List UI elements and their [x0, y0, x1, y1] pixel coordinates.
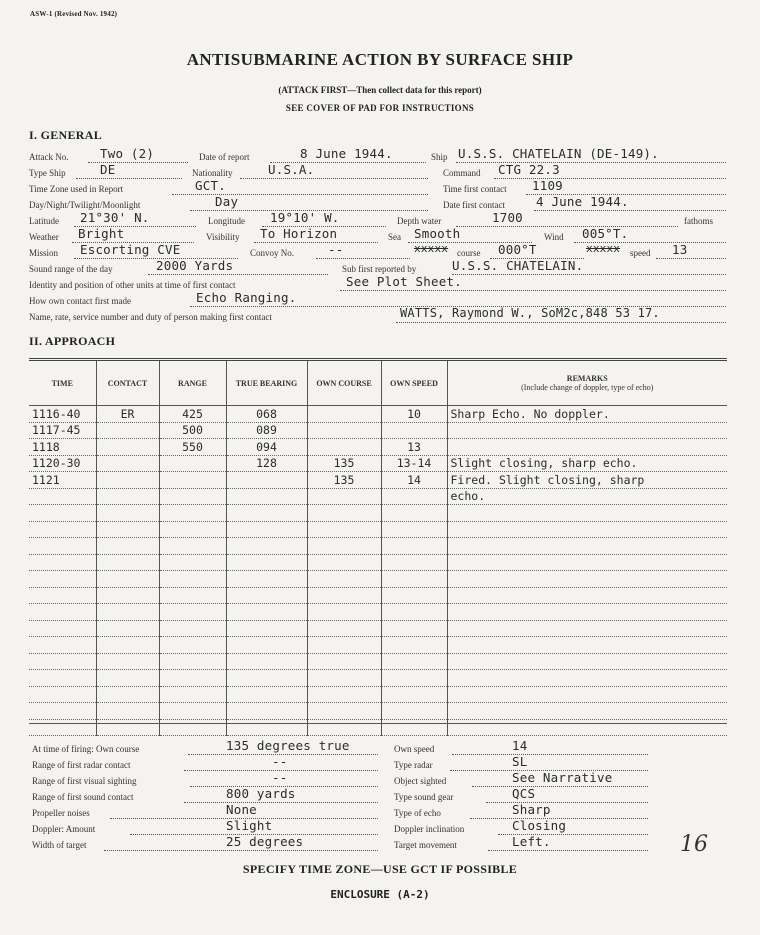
cell-true-bearing: [226, 505, 307, 522]
cell-time: [29, 653, 96, 670]
approach-table-bottom-rule: [29, 723, 727, 724]
cell-own-course: [307, 620, 381, 637]
cell-own-speed: 13: [381, 439, 447, 456]
cell-remarks: [447, 637, 727, 654]
cell-own-speed: [381, 604, 447, 621]
cell-own-course: [307, 686, 381, 703]
cell-range: [159, 571, 226, 588]
cell-range: [159, 505, 226, 522]
cell-contact: [96, 455, 159, 472]
cell-remarks: [447, 571, 727, 588]
cell-remarks: [447, 422, 727, 439]
cell-remarks: [447, 538, 727, 555]
course-value: 000°T: [498, 242, 537, 257]
col-header-remarks: [447, 360, 727, 406]
cell-own-speed: 14: [381, 472, 447, 489]
approach-table-body: [29, 406, 727, 736]
cell-range: [159, 554, 226, 571]
day-night-label: Day/Night/Twilight/Moonlight: [29, 200, 141, 210]
ship-value: U.S.S. CHATELAIN (DE-149).: [458, 146, 659, 161]
sound-gear-value: QCS: [512, 786, 536, 801]
cell-range: [159, 686, 226, 703]
course-label: course: [457, 248, 481, 258]
cell-remarks: [447, 521, 727, 538]
form-title: ANTISUBMARINE ACTION BY SURFACE SHIP: [186, 50, 574, 69]
cell-own-course: [307, 521, 381, 538]
cell-contact: [96, 686, 159, 703]
nationality-value: U.S.A.: [268, 162, 315, 177]
cell-contact: [96, 439, 159, 456]
cell-own-speed: [381, 620, 447, 637]
sound-range-label: Sound range of the day: [29, 264, 113, 274]
cell-range: [159, 653, 226, 670]
section-general-heading: I. GENERAL: [29, 128, 103, 142]
cell-remarks: [447, 439, 727, 456]
sound-gear-line: [486, 802, 648, 803]
cell-time: [29, 505, 96, 522]
table-row: [29, 571, 727, 588]
cell-own-speed: [381, 488, 447, 505]
identity-units-value: See Plot Sheet.: [346, 274, 462, 289]
cell-own-course: [307, 422, 381, 439]
cell-range: [159, 620, 226, 637]
approach-table: [29, 358, 727, 736]
cell-own-speed: [381, 538, 447, 555]
cell-time: [29, 488, 96, 505]
cell-contact: [96, 472, 159, 489]
cell-time: [29, 703, 96, 720]
width-target-label: Width of target: [32, 840, 87, 850]
cell-own-course: [307, 703, 381, 720]
time-zone-label: Time Zone used in Report: [29, 184, 124, 194]
table-row: [29, 439, 727, 456]
wind-value: 005°T.: [582, 226, 629, 241]
cell-time: [29, 521, 96, 538]
identity-units-label: Identity and position of other units at time of first contact: [29, 280, 236, 290]
ship-label: Ship: [431, 152, 448, 162]
table-row: [29, 604, 727, 621]
cell-own-course: [307, 587, 381, 604]
target-movement-label: Target movement: [394, 840, 457, 850]
cell-contact: [96, 587, 159, 604]
cell-true-bearing: 094: [226, 439, 307, 456]
range-sound-line: [184, 802, 378, 803]
wind-label: Wind: [544, 232, 564, 242]
cell-remarks: [447, 587, 727, 604]
col-header-own-course: OWN COURSE: [307, 360, 381, 406]
cell-time: 1117-45: [29, 422, 96, 439]
cell-contact: [96, 703, 159, 720]
cell-contact: [96, 604, 159, 621]
cell-contact: [96, 488, 159, 505]
cell-remarks: [447, 653, 727, 670]
how-contact-label: How own contact first made: [29, 296, 131, 306]
range-radar-label: Range of first radar contact: [32, 760, 131, 770]
convoy-label: Convoy No.: [250, 248, 295, 258]
cell-true-bearing: [226, 488, 307, 505]
propeller-value: None: [226, 802, 257, 817]
speed-value: 13: [672, 242, 688, 257]
depth-water-line: [456, 226, 678, 227]
command-value: CTG 22.3: [498, 162, 560, 177]
date-first-contact-value: 4 June 1944.: [536, 194, 629, 209]
time-first-contact-label: Time first contact: [443, 184, 507, 194]
cell-own-course: [307, 637, 381, 654]
cell-remarks: Fired. Slight closing, sharp: [447, 472, 727, 489]
longitude-label: Longitude: [208, 216, 245, 226]
table-row: [29, 703, 727, 720]
form-id: ASW-1 (Revised Nov. 1942): [30, 10, 118, 18]
nationality-label: Nationality: [192, 168, 233, 178]
longitude-value: 19°10' W.: [270, 210, 340, 225]
form-subtitle-attack-first: (ATTACK FIRST—Then collect data for this report): [278, 85, 482, 95]
cell-true-bearing: [226, 637, 307, 654]
footer-time-zone-note: SPECIFY TIME ZONE—USE GCT IF POSSIBLE: [242, 862, 518, 876]
table-row: [29, 670, 727, 687]
cell-own-course: [307, 554, 381, 571]
cell-time: [29, 620, 96, 637]
cell-own-speed: [381, 505, 447, 522]
time-zone-value: GCT.: [195, 178, 226, 193]
course-struck-text: xxxxx: [414, 242, 449, 255]
cell-time: [29, 670, 96, 687]
cell-own-speed: [381, 554, 447, 571]
cell-true-bearing: [226, 719, 307, 736]
col-header-remarks-title: REMARKS: [566, 374, 608, 383]
sea-value: Smooth: [414, 226, 461, 241]
cell-remarks: Sharp Echo. No doppler.: [447, 406, 727, 423]
cell-range: 500: [159, 422, 226, 439]
type-radar-label: Type radar: [394, 760, 433, 770]
cell-contact: [96, 653, 159, 670]
table-row: [29, 422, 727, 439]
date-first-contact-label: Date first contact: [443, 200, 505, 210]
table-row: [29, 521, 727, 538]
cell-own-speed: [381, 686, 447, 703]
cell-contact: [96, 538, 159, 555]
visibility-value: To Horizon: [260, 226, 338, 241]
own-speed-value: 14: [512, 738, 528, 753]
own-course-label: At time of firing: Own course: [32, 744, 140, 754]
cell-remarks: [447, 505, 727, 522]
cell-range: [159, 719, 226, 736]
cell-own-speed: 13-14: [381, 455, 447, 472]
approach-table-header: [29, 360, 727, 406]
cell-true-bearing: [226, 571, 307, 588]
object-sighted-label: Object sighted: [394, 776, 447, 786]
cell-time: [29, 604, 96, 621]
cell-time: [29, 637, 96, 654]
cell-own-course: [307, 538, 381, 555]
cell-range: [159, 703, 226, 720]
table-row: [29, 488, 727, 505]
cell-own-course: [307, 604, 381, 621]
date-report-value: 8 June 1944.: [300, 146, 393, 161]
doppler-incl-label: Doppler inclination: [394, 824, 465, 834]
cell-range: [159, 637, 226, 654]
command-label: Command: [443, 168, 481, 178]
type-echo-label: Type of echo: [394, 808, 441, 818]
name-rate-label: Name, rate, service number and duty of person making first contact: [29, 312, 272, 322]
own-course-value: 135 degrees true: [226, 738, 350, 753]
form-subtitle-instructions: SEE COVER OF PAD FOR INSTRUCTIONS: [285, 103, 475, 113]
cell-contact: [96, 571, 159, 588]
cell-contact: [96, 554, 159, 571]
cell-true-bearing: 128: [226, 455, 307, 472]
cell-contact: [96, 521, 159, 538]
cell-remarks: echo.: [447, 488, 727, 505]
cell-own-course: [307, 488, 381, 505]
mission-value: Escorting CVE: [80, 242, 181, 257]
cell-time: [29, 538, 96, 555]
table-row: [29, 505, 727, 522]
cell-range: 550: [159, 439, 226, 456]
cell-range: [159, 488, 226, 505]
cell-true-bearing: [226, 587, 307, 604]
table-row: [29, 719, 727, 736]
weather-label: Weather: [29, 232, 59, 242]
cell-remarks: [447, 554, 727, 571]
table-row: [29, 620, 727, 637]
range-visual-label: Range of first visual sighting: [32, 776, 137, 786]
date-report-label: Date of report: [199, 152, 250, 162]
handwritten-page-number: 16: [680, 832, 708, 857]
nationality-line: [240, 178, 428, 179]
latitude-value: 21°30' N.: [80, 210, 150, 225]
cell-own-course: [307, 670, 381, 687]
cell-own-speed: [381, 653, 447, 670]
cell-own-speed: [381, 670, 447, 687]
cell-true-bearing: [226, 554, 307, 571]
cell-own-speed: [381, 521, 447, 538]
col-header-time: TIME: [29, 360, 96, 406]
cell-time: [29, 686, 96, 703]
table-row: [29, 472, 727, 489]
cell-contact: [96, 505, 159, 522]
table-row: [29, 554, 727, 571]
table-row: [29, 637, 727, 654]
cell-true-bearing: [226, 703, 307, 720]
table-row: [29, 538, 727, 555]
sound-gear-label: Type sound gear: [394, 792, 454, 802]
cell-own-speed: [381, 571, 447, 588]
cell-remarks: [447, 686, 727, 703]
cell-own-speed: 10: [381, 406, 447, 423]
cell-time: [29, 719, 96, 736]
convoy-value: --: [328, 242, 344, 257]
cell-own-course: [307, 439, 381, 456]
cell-time: [29, 587, 96, 604]
cell-own-course: [307, 571, 381, 588]
cell-remarks: [447, 719, 727, 736]
width-target-line: [104, 850, 378, 851]
doppler-label: Doppler: Amount: [32, 824, 96, 834]
time-zone-line: [172, 194, 428, 195]
cell-range: [159, 587, 226, 604]
col-header-contact: CONTACT: [96, 360, 159, 406]
name-rate-value: WATTS, Raymond W., SoM2c,848 53 17.: [400, 306, 660, 320]
cell-own-course: [307, 719, 381, 736]
range-sound-value: 800 yards: [226, 786, 296, 801]
cell-true-bearing: [226, 670, 307, 687]
table-row: [29, 455, 727, 472]
attack-no-label: Attack No.: [29, 152, 69, 162]
cell-true-bearing: [226, 521, 307, 538]
cell-own-course: 135: [307, 455, 381, 472]
cell-own-speed: [381, 719, 447, 736]
cell-own-course: 135: [307, 472, 381, 489]
table-row: [29, 406, 727, 423]
cell-true-bearing: [226, 472, 307, 489]
cell-range: [159, 521, 226, 538]
type-echo-value: Sharp: [512, 802, 551, 817]
cell-own-course: [307, 406, 381, 423]
day-night-value: Day: [215, 194, 239, 209]
convoy-line: [316, 258, 410, 259]
cell-contact: [96, 670, 159, 687]
cell-remarks: [447, 620, 727, 637]
cell-true-bearing: [226, 538, 307, 555]
cell-contact: [96, 637, 159, 654]
cell-own-speed: [381, 422, 447, 439]
latitude-label: Latitude: [29, 216, 59, 226]
cell-contact: [96, 719, 159, 736]
mission-label: Mission: [29, 248, 59, 258]
footer-enclosure: ENCLOSURE (A-2): [330, 888, 430, 901]
width-target-value: 25 degrees: [226, 834, 304, 849]
cell-remarks: [447, 604, 727, 621]
sea-label: Sea: [388, 232, 401, 242]
sound-range-value: 2000 Yards: [156, 258, 234, 273]
cell-range: [159, 670, 226, 687]
cell-true-bearing: [226, 686, 307, 703]
name-rate-line: [396, 322, 726, 323]
section-approach-heading: II. APPROACH: [29, 334, 116, 348]
speed-struck-text: xxxxx: [586, 242, 621, 255]
cell-time: [29, 554, 96, 571]
type-ship-line: [76, 178, 182, 179]
col-header-remarks-note: (Include change of doppler, type of echo): [521, 383, 654, 392]
speed-label: speed: [630, 248, 651, 258]
ship-line: [456, 162, 726, 163]
type-radar-value: SL: [512, 754, 528, 769]
time-first-contact-value: 1109: [532, 178, 563, 193]
identity-units-line: [340, 290, 726, 291]
table-row: [29, 587, 727, 604]
cell-time: 1121: [29, 472, 96, 489]
col-header-range: RANGE: [159, 360, 226, 406]
object-sighted-line: [472, 786, 648, 787]
cell-range: 425: [159, 406, 226, 423]
cell-contact: [96, 620, 159, 637]
cell-own-course: [307, 653, 381, 670]
propeller-label: Propeller noises: [32, 808, 90, 818]
weather-value: Bright: [78, 226, 125, 241]
cell-true-bearing: [226, 653, 307, 670]
cell-true-bearing: [226, 604, 307, 621]
sub-first-reported-line: [452, 274, 726, 275]
cell-time: 1116-40: [29, 406, 96, 423]
range-sound-label: Range of first sound contact: [32, 792, 134, 802]
object-sighted-value: See Narrative: [512, 770, 613, 785]
depth-water-label: Depth water: [397, 216, 442, 226]
visibility-line: [254, 242, 378, 243]
target-movement-line: [488, 850, 648, 851]
cell-own-speed: [381, 703, 447, 720]
cell-range: [159, 472, 226, 489]
fathoms-label: fathoms: [684, 216, 713, 226]
col-header-own-speed: OWN SPEED: [381, 360, 447, 406]
attack-no-value: Two (2): [100, 146, 155, 161]
cell-true-bearing: 068: [226, 406, 307, 423]
how-contact-value: Echo Ranging.: [196, 290, 297, 305]
cell-own-speed: [381, 587, 447, 604]
cell-true-bearing: [226, 620, 307, 637]
cell-remarks: [447, 703, 727, 720]
date-first-contact-line: [534, 210, 726, 211]
cell-time: 1118: [29, 439, 96, 456]
sound-range-line: [148, 274, 328, 275]
cell-time: 1120-30: [29, 455, 96, 472]
cell-own-course: [307, 505, 381, 522]
sub-first-reported-value: U.S.S. CHATELAIN.: [452, 258, 584, 273]
cell-remarks: Slight closing, sharp echo.: [447, 455, 727, 472]
cell-own-speed: [381, 637, 447, 654]
cell-contact: [96, 422, 159, 439]
cell-contact: ER: [96, 406, 159, 423]
sub-first-reported-label: Sub first reported by: [342, 264, 417, 274]
table-row: [29, 686, 727, 703]
range-radar-value: --: [272, 754, 288, 769]
col-header-true-bearing: TRUE BEARING: [226, 360, 307, 406]
cell-remarks: [447, 670, 727, 687]
type-ship-value: DE: [100, 162, 116, 177]
own-speed-line: [452, 754, 648, 755]
own-speed-label: Own speed: [394, 744, 435, 754]
table-row: [29, 653, 727, 670]
target-movement-value: Left.: [512, 834, 551, 849]
cell-range: [159, 604, 226, 621]
range-visual-value: --: [272, 770, 288, 785]
type-ship-label: Type Ship: [29, 168, 66, 178]
cell-range: [159, 455, 226, 472]
doppler-value: Slight: [226, 818, 273, 833]
doppler-incl-value: Closing: [512, 818, 567, 833]
cell-time: [29, 571, 96, 588]
command-line: [494, 178, 726, 179]
cell-range: [159, 538, 226, 555]
cell-true-bearing: 089: [226, 422, 307, 439]
visibility-label: Visibility: [206, 232, 240, 242]
speed-line: [656, 258, 726, 259]
depth-water-value: 1700: [492, 210, 523, 225]
